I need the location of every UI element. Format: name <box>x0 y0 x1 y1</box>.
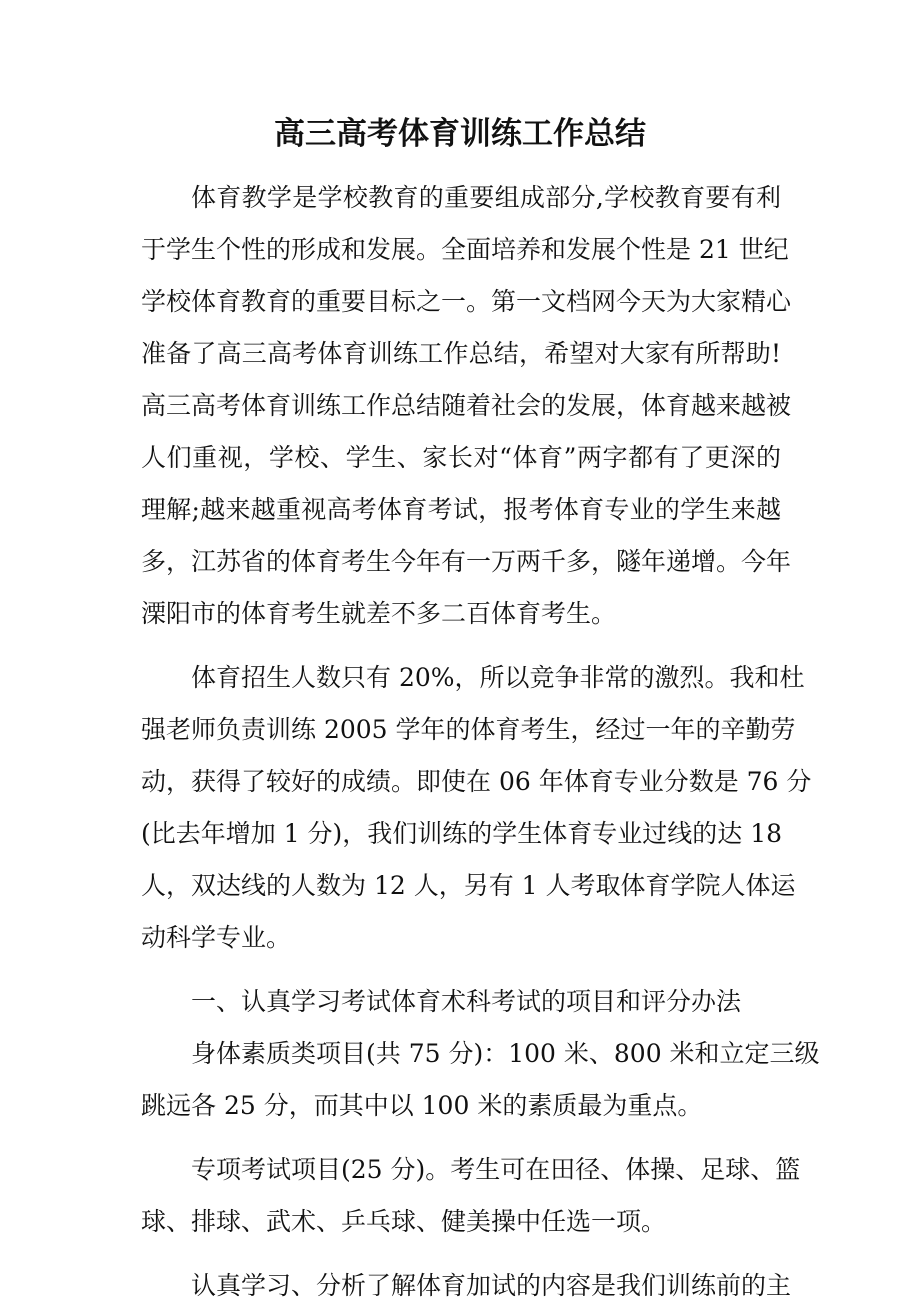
paragraph-line: 溧阳市的体育考生就差不多二百体育考生。 <box>141 599 617 628</box>
paragraph-line: 动，获得了较好的成绩。即使在 06 年体育专业分数是 76 分 <box>141 767 812 796</box>
paragraph-line: (比去年增加 1 分)，我们训练的学生体育专业过线的达 18 <box>141 819 783 848</box>
paragraph-line: 球、排球、武术、乒乓球、健美操中任选一项。 <box>141 1207 667 1236</box>
paragraph-line: 体育教学是学校教育的重要组成部分,学校教育要有利 <box>191 183 781 212</box>
paragraph-line: 人，双达线的人数为 12 人，另有 1 人考取体育学院人体运 <box>141 871 796 900</box>
paragraph-line: 人们重视，学校、学生、家长对“体育”两字都有了更深的 <box>141 443 781 472</box>
paragraph-line: 多，江苏省的体育考生今年有一万两千多，隧年递增。今年 <box>141 547 792 576</box>
paragraph-line: 理解;越来越重视高考体育考试，报考体育专业的学生来越 <box>141 495 781 524</box>
document-body <box>141 172 820 1312</box>
paragraph-line: 高三高考体育训练工作总结随着社会的发展，体育越来越被 <box>141 391 792 420</box>
paragraph-line: 跳远各 25 分，而其中以 100 米的素质最为重点。 <box>141 1091 703 1120</box>
paragraph-line: 学校体育教育的重要目标之一。第一文档网今天为大家精心 <box>141 287 792 316</box>
paragraph-line: 准备了高三高考体育训练工作总结，希望对大家有所帮助! <box>141 339 781 368</box>
paragraph-line: 认真学习、分析了解体育加试的内容是我们训练前的主 <box>191 1271 792 1300</box>
document-title: 高三高考体育训练工作总结 <box>274 116 646 152</box>
paragraph-line: 动科学专业。 <box>141 923 292 952</box>
section-heading: 一、认真学习考试体育术科考试的项目和评分办法 <box>191 987 742 1016</box>
paragraph-line: 强老师负责训练 2005 学年的体育考生，经过一年的辛勤劳 <box>141 715 796 744</box>
paragraph-line: 于学生个性的形成和发展。全面培养和发展个性是 21 世纪 <box>141 235 789 264</box>
paragraph-line: 身体素质类项目(共 75 分)：100 米、800 米和立定三级 <box>191 1039 820 1068</box>
paragraph-line: 体育招生人数只有 20%，所以竞争非常的激烈。我和杜 <box>191 663 805 692</box>
paragraph-line: 专项考试项目(25 分)。考生可在田径、体操、足球、篮 <box>191 1155 801 1184</box>
